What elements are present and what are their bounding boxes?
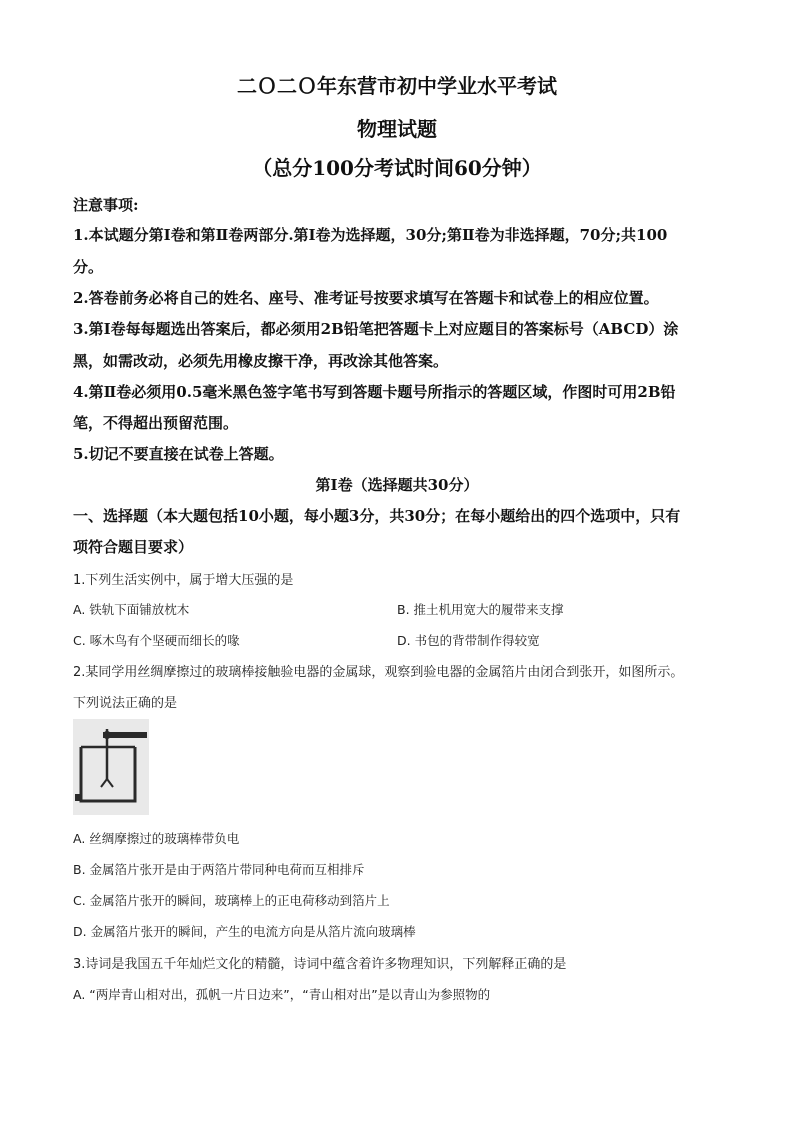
electroscope-icon — [73, 719, 149, 815]
question-2-stem: 2.某同学用丝绸摩擦过的玻璃棒接触验电器的金属球，观察到验电器的金属箔片由闭合到张开，如图所示。 — [73, 665, 684, 680]
question-2-stem: 下列说法正确的是 — [73, 696, 178, 711]
question-1-option-c: C. 啄木鸟有个坚硬而细长的喙 — [73, 633, 240, 648]
notice-line: 5.切记不要直接在试卷上答题。 — [73, 445, 284, 463]
notice-line: 3.第Ⅰ卷每每题选出答案后，都必须用2B铅笔把答题卡上对应题目的答案标号（ABCD）涂 — [73, 320, 679, 338]
section-instructions: 项符合题目要求） — [73, 538, 194, 556]
notice-heading: 注意事项: — [73, 196, 139, 214]
electroscope-figure — [73, 719, 149, 815]
notice-line: 笔，不得超出预留范围。 — [73, 414, 239, 432]
question-3-option-a: A. “两岸青山相对出，孤帆一片日边来”，“青山相对出”是以青山为参照物的 — [73, 987, 491, 1002]
notice-line: 2.答卷前务必将自己的姓名、座号、准考证号按要求填写在答题卡和试卷上的相应位置。 — [73, 289, 659, 307]
notice-line: 分。 — [73, 258, 104, 276]
question-1-option-a: A. 铁轨下面铺放枕木 — [73, 602, 190, 617]
notice-line: 4.第Ⅱ卷必须用0.5毫米黑色签字笔书写到答题卡题号所指示的答题区域，作图时可用2B铅 — [73, 383, 676, 401]
exam-subject: 物理试题 — [357, 117, 437, 141]
section-title: 第Ⅰ卷（选择题共30分） — [315, 476, 479, 494]
section-instructions: 一、选择题（本大题包括10小题，每小题3分，共30分；在每小题给出的四个选项中，只有 — [73, 507, 681, 525]
question-2-option-a: A. 丝绸摩擦过的玻璃棒带负电 — [73, 831, 240, 846]
exam-info: （总分100分考试时间60分钟） — [252, 156, 542, 180]
question-2-option-d: D. 金属箔片张开的瞬间，产生的电流方向是从箔片流向玻璃棒 — [73, 924, 416, 939]
question-2-option-b: B. 金属箔片张开是由于两箔片带同种电荷而互相排斥 — [73, 862, 365, 877]
question-1-option-d: D. 书包的背带制作得较宽 — [397, 633, 540, 648]
question-3-stem: 3.诗词是我国五千年灿烂文化的精髓，诗词中蕴含着许多物理知识，下列解释正确的是 — [73, 957, 567, 972]
notice-line: 1.本试题分第Ⅰ卷和第Ⅱ卷两部分.第Ⅰ卷为选择题，30分;第Ⅱ卷为非选择题，70分;共100 — [73, 226, 668, 244]
question-2-option-c: C. 金属箔片张开的瞬间，玻璃棒上的正电荷移动到箔片上 — [73, 893, 390, 908]
exam-title: 二Ｏ二Ｏ年东营市初中学业水平考试 — [237, 74, 557, 98]
notice-line: 黑，如需改动，必须先用橡皮擦干净，再改涂其他答案。 — [73, 352, 449, 370]
question-1-option-b: B. 推土机用宽大的履带来支撑 — [397, 602, 564, 617]
question-1-stem: 1.下列生活实例中，属于增大压强的是 — [73, 573, 294, 588]
